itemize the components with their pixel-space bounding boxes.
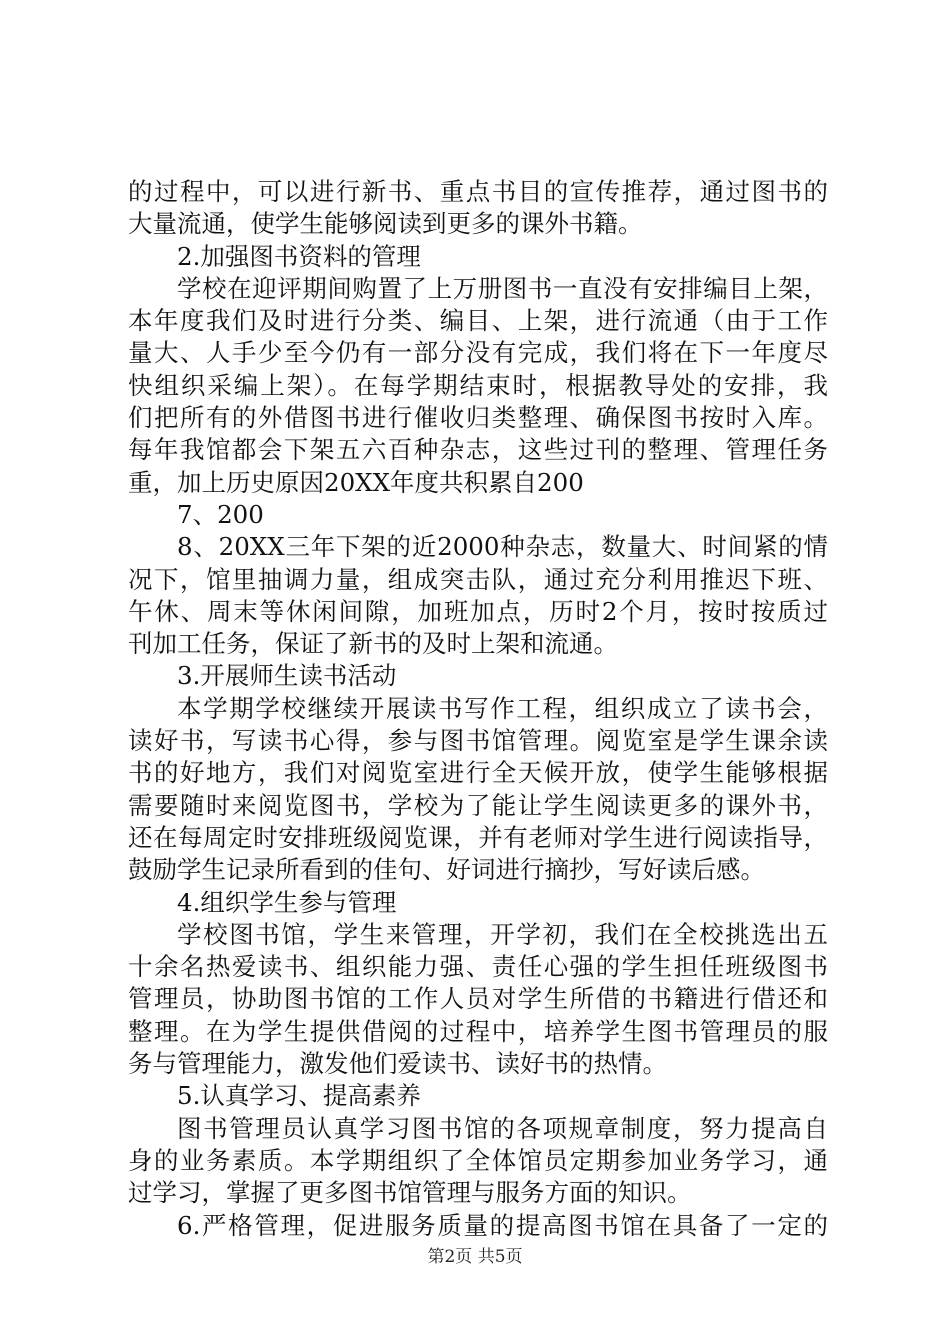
section-heading: 3.开展师生读书活动: [177, 661, 397, 691]
paragraph-line: 本年度我们及时进行分类、编目、上架，进行流通（由于工作: [128, 306, 828, 336]
paragraph-line: 8、20XX三年下架的近2000种杂志，数量大、时间紧的情: [177, 532, 828, 562]
document-body: [128, 176, 828, 1242]
paragraph-line: 量大、人手少至今仍有一部分没有完成，我们将在下一年度尽: [128, 338, 828, 368]
paragraph-line: 6.严格管理，促进服务质量的提高图书馆在具备了一定的: [177, 1210, 828, 1240]
paragraph-line: 大量流通，使学生能够阅读到更多的课外书籍。: [128, 209, 643, 239]
paragraph-line: 学校在迎评期间购置了上万册图书一直没有安排编目上架，: [177, 273, 828, 303]
paragraph-line: 整理。在为学生提供借阅的过程中，培养学生图书管理员的服: [128, 1016, 828, 1046]
paragraph-line: 况下，馆里抽调力量，组成突击队，通过充分利用推迟下班、: [128, 564, 828, 594]
paragraph-line: 身的业务素质。本学期组织了全体馆员定期参加业务学习，通: [128, 1145, 828, 1175]
paragraph-line: 读好书，写读书心得，参与图书馆管理。阅览室是学生课余读: [128, 726, 828, 756]
paragraph-line: 图书管理员认真学习图书馆的各项规章制度，努力提高自: [177, 1113, 828, 1143]
paragraph-line: 们把所有的外借图书进行催收归类整理、确保图书按时入库。: [128, 403, 828, 433]
paragraph-line: 每年我馆都会下架五六百种杂志，这些过刊的整理、管理任务: [128, 435, 828, 465]
paragraph-line: 重，加上历史原因20XX年度共积累自200: [128, 467, 584, 497]
paragraph-line: 午休、周末等休闲间隙，加班加点，历时2个月，按时按质过: [128, 596, 828, 626]
paragraph-line: 过学习，掌握了更多图书馆管理与服务方面的知识。: [128, 1178, 692, 1208]
page-number-footer: 第2页 共5页: [427, 1247, 523, 1267]
paragraph-line: 的过程中，可以进行新书、重点书目的宣传推荐，通过图书的: [128, 177, 828, 206]
paragraph-line: 管理员，协助图书馆的工作人员对学生所借的书籍进行借还和: [128, 984, 828, 1014]
paragraph-line: 书的好地方，我们对阅览室进行全天候开放，使学生能够根据: [128, 758, 828, 788]
paragraph-line: 还在每周定时安排班级阅览课，并有老师对学生进行阅读指导，: [128, 822, 828, 852]
paragraph-line: 本学期学校继续开展读书写作工程，组织成立了读书会，: [177, 693, 828, 723]
paragraph-line: 刊加工任务，保证了新书的及时上架和流通。: [128, 629, 618, 659]
section-heading: 5.认真学习、提高素养: [177, 1081, 421, 1111]
paragraph-line: 十余名热爱读书、组织能力强、责任心强的学生担任班级图书: [128, 952, 828, 982]
paragraph-line: 鼓励学生记录所看到的佳句、好词进行摘抄，写好读后感。: [128, 855, 765, 885]
section-heading: 2.加强图书资料的管理: [177, 241, 421, 271]
section-heading: 4.组织学生参与管理: [177, 887, 397, 917]
paragraph-line: 需要随时来阅览图书，学校为了能让学生阅读更多的课外书，: [128, 790, 828, 820]
paragraph-line: 务与管理能力，激发他们爱读书、读好书的热情。: [128, 1049, 667, 1079]
paragraph-line: 快组织采编上架）。在每学期结束时，根据教导处的安排，我: [128, 370, 828, 400]
paragraph-line: 学校图书馆，学生来管理，开学初，我们在全校挑选出五: [177, 919, 828, 949]
section-heading: 7、200: [177, 499, 264, 529]
